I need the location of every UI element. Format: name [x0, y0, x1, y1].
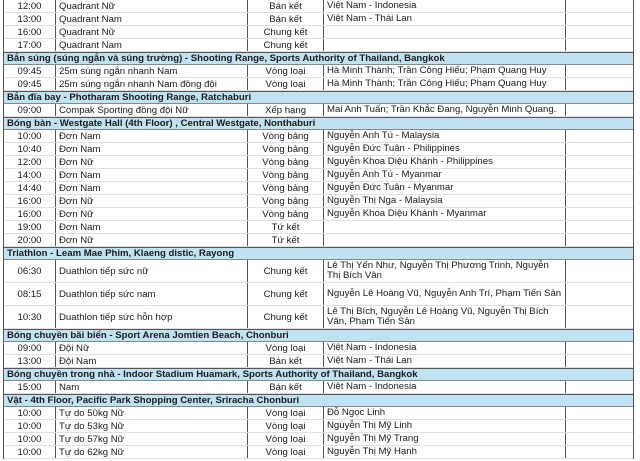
table-row: [4, 143, 633, 156]
athletes-cell: Nguyễn Lê Hoàng Vũ, Nguyễn Anh Trí, Phạm Tiến Sản: [324, 283, 566, 305]
round-cell: Vòng bảng: [248, 169, 324, 181]
round-cell: Bán kết: [248, 355, 324, 367]
round-cell: Vòng loại: [248, 407, 324, 419]
empty-cell: [566, 13, 633, 25]
empty-cell: [566, 104, 633, 116]
athletes-cell: Nguyễn Anh Tú - Myanmar: [324, 169, 566, 181]
event-cell: Duathlon tiếp sức hỗn hợp: [56, 306, 248, 328]
time-cell: 10:40: [4, 143, 56, 155]
event-cell: Quadrant Nam: [56, 13, 248, 25]
table-row: [4, 433, 633, 446]
athletes-cell: Mai Anh Tuấn; Trần Khắc Đang, Nguyễn Minh Quang.: [324, 104, 566, 116]
empty-cell: [566, 39, 633, 51]
athletes-cell: [324, 221, 566, 233]
section-header: Bắn đĩa bay - Photharam Shooting Range, Ratchaburi: [4, 91, 633, 104]
athletes-cell: Nguyễn Đức Tuân - Philippines: [324, 143, 566, 155]
schedule-table: [3, 0, 634, 459]
table-row: [4, 195, 633, 208]
event-cell: Đơn Nữ: [56, 208, 248, 220]
time-cell: 10:00: [4, 130, 56, 142]
table-row: [4, 104, 633, 117]
event-cell: Tự do 53kg Nữ: [56, 420, 248, 432]
round-cell: Vòng bảng: [248, 195, 324, 207]
event-cell: Đơn Nữ: [56, 156, 248, 168]
empty-cell: [566, 433, 633, 445]
athletes-cell: Nguyễn Anh Tú - Malaysia: [324, 130, 566, 142]
section-header: Bắn súng (súng ngắn và súng trường) - Shooting Range, Sports Authority of Thailand, Bangkok: [4, 52, 633, 65]
time-cell: 19:00: [4, 221, 56, 233]
table-row: [4, 13, 633, 26]
round-cell: Vòng loại: [248, 342, 324, 354]
athletes-cell: Lê Thị Bích, Nguyễn Lê Hoàng Vũ, Nguyễn Thị Bích Vân, Phạm Tiến Sản: [324, 306, 566, 328]
section-header: Bóng bàn - Westgate Hall (4th Floor) , Central Westgate, Nonthaburi: [4, 117, 633, 130]
athletes-cell: Việt Nam - Thái Lan: [324, 355, 566, 367]
table-row: [4, 130, 633, 143]
event-cell: Quadrant Nam: [56, 39, 248, 51]
round-cell: Vòng bảng: [248, 156, 324, 168]
athletes-cell: Hà Minh Thành; Trần Công Hiếu; Phạm Quang Huy: [324, 78, 566, 90]
event-cell: 25m súng ngắn nhanh Nam: [56, 65, 248, 77]
empty-cell: [566, 420, 633, 432]
time-cell: 10:00: [4, 420, 56, 432]
round-cell: Chung kết: [248, 39, 324, 51]
time-cell: 09:00: [4, 104, 56, 116]
time-cell: 16:00: [4, 26, 56, 38]
time-cell: 12:00: [4, 0, 56, 12]
round-cell: Tứ kết: [248, 234, 324, 246]
table-row: [4, 221, 633, 234]
event-cell: Quadrant Nữ: [56, 0, 248, 12]
time-cell: 14:00: [4, 169, 56, 181]
time-cell: 16:00: [4, 195, 56, 207]
table-row: [4, 39, 633, 52]
empty-cell: [566, 446, 633, 458]
athletes-cell: Nguyễn Thị Mỹ Linh: [324, 420, 566, 432]
time-cell: 10:00: [4, 407, 56, 419]
event-cell: 25m súng ngắn nhanh Nam đồng đội: [56, 78, 248, 90]
table-row: [4, 26, 633, 39]
time-cell: 17:00: [4, 39, 56, 51]
athletes-cell: Việt Nam - Thái Lan: [324, 13, 566, 25]
table-row: [4, 169, 633, 182]
round-cell: Vòng bảng: [248, 130, 324, 142]
table-row: [4, 0, 633, 13]
round-cell: Bán kết: [248, 13, 324, 25]
empty-cell: [566, 26, 633, 38]
time-cell: 13:00: [4, 355, 56, 367]
athletes-cell: Nguyễn Khoa Diệu Khánh - Myanmar: [324, 208, 566, 220]
athletes-cell: Hà Minh Thành; Trần Công Hiếu; Phạm Quang Huy: [324, 65, 566, 77]
round-cell: Vòng bảng: [248, 182, 324, 194]
round-cell: Chung kết: [248, 26, 324, 38]
round-cell: Vòng loại: [248, 65, 324, 77]
event-cell: Compak Sporting đồng đội Nữ: [56, 104, 248, 116]
event-cell: Quadrant Nữ: [56, 26, 248, 38]
event-cell: Đơn Nam: [56, 130, 248, 142]
table-row: [4, 420, 633, 433]
round-cell: Tứ kết: [248, 221, 324, 233]
athletes-cell: Việt Nam - Indonesia: [324, 381, 566, 393]
round-cell: Vòng loại: [248, 433, 324, 445]
event-cell: Tự do 50kg Nữ: [56, 407, 248, 419]
athletes-cell: [324, 234, 566, 246]
table-row: [4, 208, 633, 221]
empty-cell: [566, 306, 633, 328]
time-cell: 09:45: [4, 78, 56, 90]
empty-cell: [566, 156, 633, 168]
event-cell: Đội Nữ: [56, 342, 248, 354]
empty-cell: [566, 0, 633, 12]
empty-cell: [566, 283, 633, 305]
round-cell: Chung kết: [248, 306, 324, 328]
section-header: Vật - 4th Floor, Pacific Park Shopping Center, Sriracha Chonburi: [4, 394, 633, 407]
athletes-cell: Đỗ Ngọc Linh: [324, 407, 566, 419]
athletes-cell: [324, 26, 566, 38]
time-cell: 10:00: [4, 433, 56, 445]
table-row: [4, 260, 633, 283]
table-row: [4, 65, 633, 78]
table-row: [4, 182, 633, 195]
table-row: [4, 306, 633, 329]
time-cell: 13:00: [4, 13, 56, 25]
empty-cell: [566, 182, 633, 194]
time-cell: 14:40: [4, 182, 56, 194]
athletes-cell: Nguyễn Khoa Diệu Khánh - Philippines: [324, 156, 566, 168]
table-row: [4, 283, 633, 306]
round-cell: Bán kết: [248, 381, 324, 393]
time-cell: 08:15: [4, 283, 56, 305]
athletes-cell: Việt Nam - Indonesia: [324, 342, 566, 354]
empty-cell: [566, 169, 633, 181]
round-cell: Chung kết: [248, 260, 324, 282]
empty-cell: [566, 407, 633, 419]
athletes-cell: Nguyễn Thị Nga - Malaysia: [324, 195, 566, 207]
event-cell: Tự do 57kg Nữ: [56, 433, 248, 445]
event-cell: Đơn Nữ: [56, 234, 248, 246]
round-cell: Vòng bảng: [248, 143, 324, 155]
empty-cell: [566, 381, 633, 393]
round-cell: Vòng bảng: [248, 208, 324, 220]
table-row: [4, 156, 633, 169]
time-cell: 09:45: [4, 65, 56, 77]
time-cell: 20:00: [4, 234, 56, 246]
time-cell: 06:30: [4, 260, 56, 282]
empty-cell: [566, 342, 633, 354]
event-cell: Đơn Nam: [56, 221, 248, 233]
event-cell: Đơn Nam: [56, 182, 248, 194]
section-header: Triathlon - Leam Mae Phim, Klaeng distic, Rayong: [4, 247, 633, 260]
empty-cell: [566, 208, 633, 220]
time-cell: 10:00: [4, 446, 56, 458]
time-cell: 16:00: [4, 208, 56, 220]
table-row: [4, 78, 633, 91]
round-cell: Xếp hạng: [248, 104, 324, 116]
table-row: [4, 446, 633, 459]
event-cell: Đội Nam: [56, 355, 248, 367]
event-cell: Đơn Nam: [56, 143, 248, 155]
empty-cell: [566, 355, 633, 367]
athletes-cell: [324, 39, 566, 51]
empty-cell: [566, 65, 633, 77]
time-cell: 09:00: [4, 342, 56, 354]
empty-cell: [566, 130, 633, 142]
table-row: [4, 234, 633, 247]
event-cell: Đơn Nữ: [56, 195, 248, 207]
event-cell: Nam: [56, 381, 248, 393]
empty-cell: [566, 143, 633, 155]
table-row: [4, 407, 633, 420]
empty-cell: [566, 234, 633, 246]
round-cell: Vòng loại: [248, 446, 324, 458]
section-header: Bóng chuyền trong nhà - Indoor Stadium Huamark, Sports Authority of Thailand, Bangkok: [4, 368, 633, 381]
time-cell: 15:00: [4, 381, 56, 393]
table-row: [4, 342, 633, 355]
empty-cell: [566, 78, 633, 90]
athletes-cell: Nguyễn Thị Mỹ Hạnh: [324, 446, 566, 458]
round-cell: Chung kết: [248, 283, 324, 305]
time-cell: 12:00: [4, 156, 56, 168]
table-row: [4, 355, 633, 368]
round-cell: Vòng loại: [248, 420, 324, 432]
empty-cell: [566, 195, 633, 207]
event-cell: Duathlon tiếp sức nữ: [56, 260, 248, 282]
empty-cell: [566, 221, 633, 233]
table-row: [4, 381, 633, 394]
time-cell: 10:30: [4, 306, 56, 328]
round-cell: Vòng loại: [248, 78, 324, 90]
event-cell: Đơn Nam: [56, 169, 248, 181]
athletes-cell: Nguyễn Thị Mỹ Trang: [324, 433, 566, 445]
event-cell: Tự do 62kg Nữ: [56, 446, 248, 458]
athletes-cell: Lê Thị Yến Như, Nguyễn Thị Phương Trinh, Nguyễn Thị Bích Vân: [324, 260, 566, 282]
section-header: Bóng chuyền bãi biển - Sport Arena Jomtien Beach, Chonburi: [4, 329, 633, 342]
event-cell: Duathlon tiếp sức nam: [56, 283, 248, 305]
round-cell: Bán kết: [248, 0, 324, 12]
athletes-cell: Nguyễn Đức Tuân - Myanmar: [324, 182, 566, 194]
empty-cell: [566, 260, 633, 282]
athletes-cell: Việt Nam - Indonesia: [324, 0, 566, 12]
